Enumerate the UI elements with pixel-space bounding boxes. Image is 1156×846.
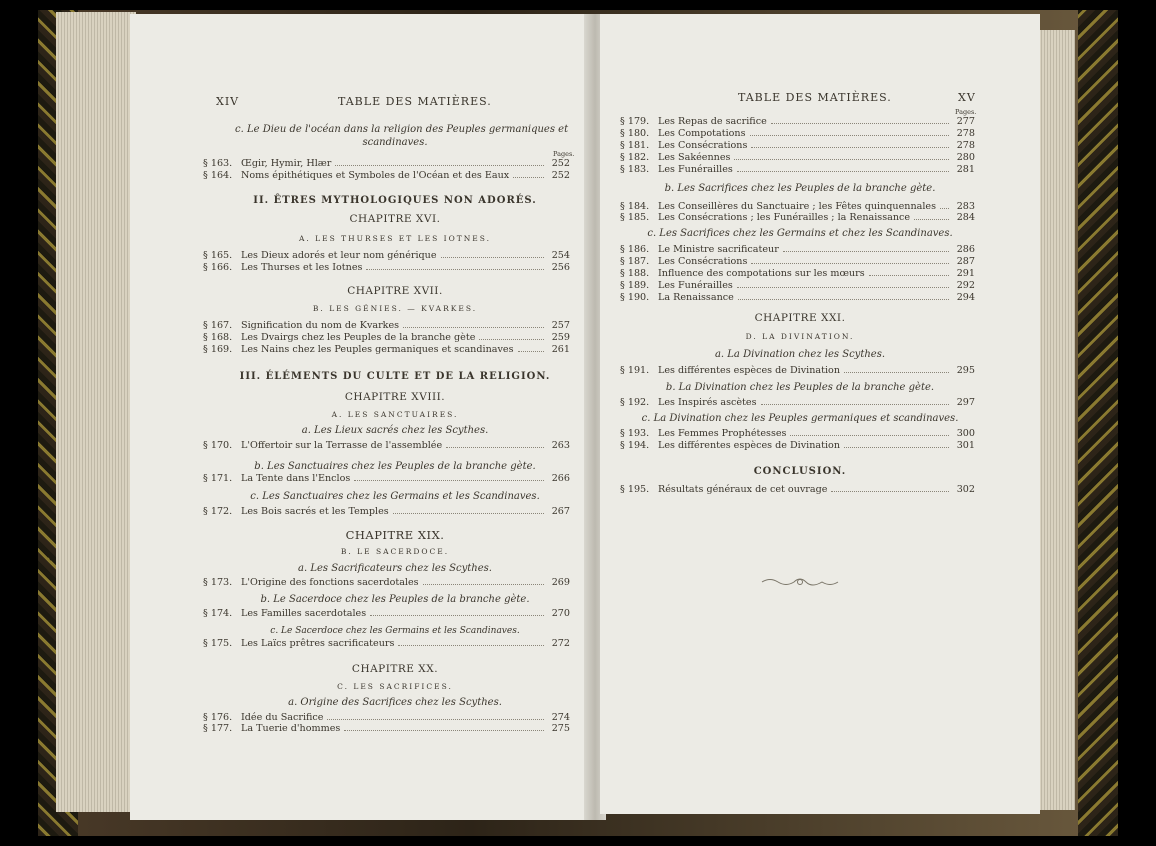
entry-title: La Tuerie d'hommes (241, 723, 341, 734)
section-number: § 188. (620, 268, 650, 279)
entry-title: La Renaissance (658, 292, 734, 303)
chapter-subheading: C. LES SACRIFICES. (337, 682, 453, 691)
toc-entry (203, 577, 570, 588)
toc-entry (620, 128, 975, 139)
page-number: 294 (956, 292, 975, 303)
entry-title: Les Familles sacerdotales (241, 608, 367, 619)
toc-entry (620, 280, 975, 291)
page-number: 281 (956, 164, 975, 175)
dot-leader (831, 491, 949, 492)
chapter-heading: CHAPITRE XIX. (345, 528, 445, 542)
pages-label: Pages. (955, 108, 977, 116)
section-number: § 182. (620, 152, 650, 163)
section-c-title-line2: scandinaves. (362, 137, 428, 148)
section-number: § 191. (620, 365, 650, 376)
section-number: § 179. (620, 116, 650, 127)
right-page-number: XV (958, 91, 976, 104)
section-number: § 177. (203, 723, 233, 734)
toc-entry (620, 365, 975, 376)
dot-leader (335, 165, 544, 166)
toc-entry (203, 344, 570, 355)
dot-leader (940, 208, 949, 209)
page-number: 287 (956, 256, 975, 267)
dot-leader (518, 351, 545, 352)
dot-leader (737, 287, 949, 288)
chapter-subheading: B. LES GÉNIES. — KVARKES. (312, 304, 478, 313)
entry-title: Les Femmes Prophétesses (658, 428, 787, 439)
section-heading: a. Origine des Sacrifices chez les Scythes. (288, 697, 502, 708)
entry-title: Le Ministre sacrificateur (658, 244, 779, 255)
entry-title: Les différentes espèces de Divination (658, 440, 841, 451)
section-number: § 189. (620, 280, 650, 291)
toc-entry (203, 320, 570, 331)
section-heading: c. Les Sanctuaires chez les Germains et les Scandinaves. (250, 491, 540, 502)
chapter-subheading: A. LES THURSES ET LES IOTNES. (298, 234, 492, 243)
dot-leader (344, 730, 544, 731)
section-number: § 193. (620, 428, 650, 439)
dot-leader (844, 372, 949, 373)
entry-title: Les Dvairgs chez les Peuples de la branche gète (241, 332, 476, 343)
toc-entry (620, 268, 975, 279)
page-number: 252 (551, 158, 570, 169)
entry-title: Les Compotations (658, 128, 746, 139)
page-number: 278 (956, 140, 975, 151)
page-number: 257 (551, 320, 570, 331)
entry-title: Les Laïcs prêtres sacrificateurs (241, 638, 395, 649)
dot-leader (771, 123, 949, 124)
dot-leader (869, 275, 949, 276)
entry-title: Idée du Sacrifice (241, 712, 324, 723)
section-number: § 175. (203, 638, 233, 649)
dot-leader (327, 719, 544, 720)
entry-title: Œgir, Hymir, Hlær (241, 158, 332, 169)
toc-entry (620, 140, 975, 151)
toc-entry (620, 397, 975, 408)
page-number: 297 (956, 397, 975, 408)
entry-title: La Tente dans l'Enclos (241, 473, 351, 484)
section-number: § 173. (203, 577, 233, 588)
page-number: 300 (956, 428, 975, 439)
section-number: § 163. (203, 158, 233, 169)
section-number: § 181. (620, 140, 650, 151)
section-number: § 168. (203, 332, 233, 343)
toc-entry (203, 158, 570, 169)
section-heading: b. Le Sacerdoce chez les Peuples de la branche gète. (260, 594, 530, 605)
page-edges-left (56, 12, 136, 812)
page-number: 252 (551, 170, 570, 181)
page-number: 295 (956, 365, 975, 376)
dot-leader (366, 269, 544, 270)
entry-title: Influence des compotations sur les mœurs (658, 268, 865, 279)
dot-leader (393, 513, 544, 514)
left-page-number: XIV (216, 95, 240, 108)
dot-leader (479, 339, 544, 340)
section-number: § 180. (620, 128, 650, 139)
toc-entry (620, 116, 975, 127)
entry-title: Les Dieux adorés et leur nom générique (241, 250, 437, 261)
left-running-title: TABLE DES MATIÈRES. (338, 95, 492, 108)
dot-leader (398, 645, 544, 646)
section-heading: c. Les Sacrifices chez les Germains et chez les Scandinaves. (647, 228, 953, 239)
dot-leader (441, 257, 544, 258)
page-number: 266 (551, 473, 570, 484)
toc-entry (203, 170, 570, 181)
dot-leader (446, 447, 544, 448)
toc-entry (203, 723, 570, 734)
section-heading: a. Les Sacrificateurs chez les Scythes. (298, 563, 492, 574)
dot-leader (737, 171, 949, 172)
chapter-subheading: B. LE SACERDOCE. (340, 547, 450, 556)
part-heading: II. ÊTRES MYTHOLOGIQUES NON ADORÉS. (253, 195, 537, 206)
section-number: § 166. (203, 262, 233, 273)
entry-title: Les Thurses et les Iotnes (241, 262, 363, 273)
dot-leader (734, 159, 949, 160)
page-number: 261 (551, 344, 570, 355)
dot-leader (513, 177, 544, 178)
dot-leader (354, 480, 544, 481)
section-number: § 171. (203, 473, 233, 484)
toc-entry (620, 244, 975, 255)
section-number: § 187. (620, 256, 650, 267)
entry-title: L'Origine des fonctions sacerdotales (241, 577, 419, 588)
chapter-heading: CHAPITRE XXI. (754, 312, 846, 324)
toc-entry (203, 712, 570, 723)
dot-leader (790, 435, 949, 436)
toc-entry (203, 440, 570, 451)
toc-entry (620, 256, 975, 267)
toc-entry (620, 212, 975, 223)
page-number: 283 (956, 201, 975, 212)
dot-leader (751, 263, 949, 264)
entry-title: Les Sakéennes (658, 152, 731, 163)
entry-title: L'Offertoir sur la Terrasse de l'assemblée (241, 440, 443, 451)
section-c-title-line1: c. Le Dieu de l'océan dans la religion des Peuples germaniques et (235, 124, 569, 135)
pages-label: Pages. (553, 150, 575, 158)
dot-leader (783, 251, 949, 252)
entry-title: Les Consécrations (658, 140, 748, 151)
chapter-heading: CHAPITRE XVI. (349, 213, 441, 225)
page-number: 292 (956, 280, 975, 291)
page-number: 286 (956, 244, 975, 255)
entry-title: Les Funérailles (658, 164, 733, 175)
section-number: § 164. (203, 170, 233, 181)
section-number: § 165. (203, 250, 233, 261)
chapter-heading: CHAPITRE XVII. (347, 285, 443, 297)
dot-leader (844, 447, 949, 448)
toc-entry (620, 164, 975, 175)
section-number: § 184. (620, 201, 650, 212)
section-number: § 194. (620, 440, 650, 451)
toc-entry (620, 484, 975, 495)
page-number: 272 (551, 638, 570, 649)
section-heading: c. La Divination chez les Peuples germaniques et scandinaves. (641, 413, 959, 424)
page-number: 291 (956, 268, 975, 279)
toc-entry (620, 152, 975, 163)
page-number: 277 (956, 116, 975, 127)
dot-leader (761, 404, 949, 405)
page-number: 267 (551, 506, 570, 517)
section-number: § 186. (620, 244, 650, 255)
chapter-subheading: D. LA DIVINATION. (745, 332, 855, 341)
section-number: § 176. (203, 712, 233, 723)
entry-title: Les Funérailles (658, 280, 733, 291)
chapter-heading: CHAPITRE XVIII. (344, 391, 446, 403)
conclusion-heading: CONCLUSION. (753, 466, 847, 477)
section-heading: b. Les Sanctuaires chez les Peuples de la branche gète. (254, 461, 536, 472)
toc-entry (620, 292, 975, 303)
entry-title: Les Nains chez les Peuples germaniques et scandinaves (241, 344, 514, 355)
section-number: § 174. (203, 608, 233, 619)
entry-title: Les Repas de sacrifice (658, 116, 767, 127)
section-number: § 192. (620, 397, 650, 408)
toc-entry (203, 638, 570, 649)
page-number: 270 (551, 608, 570, 619)
page-number: 254 (551, 250, 570, 261)
dot-leader (914, 219, 949, 220)
part-heading: III. ÉLÉMENTS DU CULTE ET DE LA RELIGION. (239, 371, 551, 382)
toc-entry (620, 428, 975, 439)
page-number: 301 (956, 440, 975, 451)
toc-entry (203, 473, 570, 484)
chapter-heading: CHAPITRE XX. (351, 663, 439, 675)
toc-entry (203, 608, 570, 619)
page-number: 275 (551, 723, 570, 734)
page-number: 269 (551, 577, 570, 588)
toc-entry (203, 262, 570, 273)
entry-title: Signification du nom de Kvarkes (241, 320, 400, 331)
toc-entry (620, 440, 975, 451)
toc-entry (620, 201, 975, 212)
entry-title: Les Bois sacrés et les Temples (241, 506, 389, 517)
ornament-icon (760, 575, 840, 589)
entry-title: Résultats généraux de cet ouvrage (658, 484, 828, 495)
page-number: 259 (551, 332, 570, 343)
page-number: 263 (551, 440, 570, 451)
dot-leader (738, 299, 949, 300)
section-number: § 185. (620, 212, 650, 223)
entry-title: Noms épithétiques et Symboles de l'Océan et des Eaux (241, 170, 510, 181)
section-heading: b. Les Sacrifices chez les Peuples de la branche gète. (664, 183, 936, 194)
toc-entry (203, 250, 570, 261)
section-number: § 170. (203, 440, 233, 451)
page-number: 302 (956, 484, 975, 495)
toc-entry (203, 332, 570, 343)
entry-title: Les différentes espèces de Divination (658, 365, 841, 376)
right-running-title: TABLE DES MATIÈRES. (738, 91, 892, 104)
page-number: 274 (551, 712, 570, 723)
page-number: 256 (551, 262, 570, 273)
entry-title: Les Conseillères du Sanctuaire ; les Fêtes quinquennales (658, 201, 937, 212)
section-heading: b. La Divination chez les Peuples de la branche gète. (665, 382, 935, 393)
entry-title: Les Consécrations (658, 256, 748, 267)
dot-leader (751, 147, 949, 148)
section-number: § 169. (203, 344, 233, 355)
page-number: 284 (956, 212, 975, 223)
section-number: § 183. (620, 164, 650, 175)
page-number: 278 (956, 128, 975, 139)
marbled-cover-right (1078, 10, 1118, 836)
dot-leader (370, 615, 544, 616)
chapter-subheading: A. LES SANCTUAIRES. (331, 410, 459, 419)
dot-leader (403, 327, 544, 328)
section-heading: a. Les Lieux sacrés chez les Scythes. (301, 425, 489, 436)
entry-title: Les Inspirés ascètes (658, 397, 757, 408)
page-number: 280 (956, 152, 975, 163)
section-number: § 167. (203, 320, 233, 331)
toc-entry (203, 506, 570, 517)
section-number: § 195. (620, 484, 650, 495)
section-number: § 172. (203, 506, 233, 517)
dot-leader (750, 135, 949, 136)
dot-leader (423, 584, 544, 585)
section-heading: c. Le Sacerdoce chez les Germains et les Scandinaves. (270, 626, 520, 636)
section-number: § 190. (620, 292, 650, 303)
section-heading: a. La Divination chez les Scythes. (714, 349, 886, 360)
entry-title: Les Consécrations ; les Funérailles ; la Renaissance (658, 212, 911, 223)
